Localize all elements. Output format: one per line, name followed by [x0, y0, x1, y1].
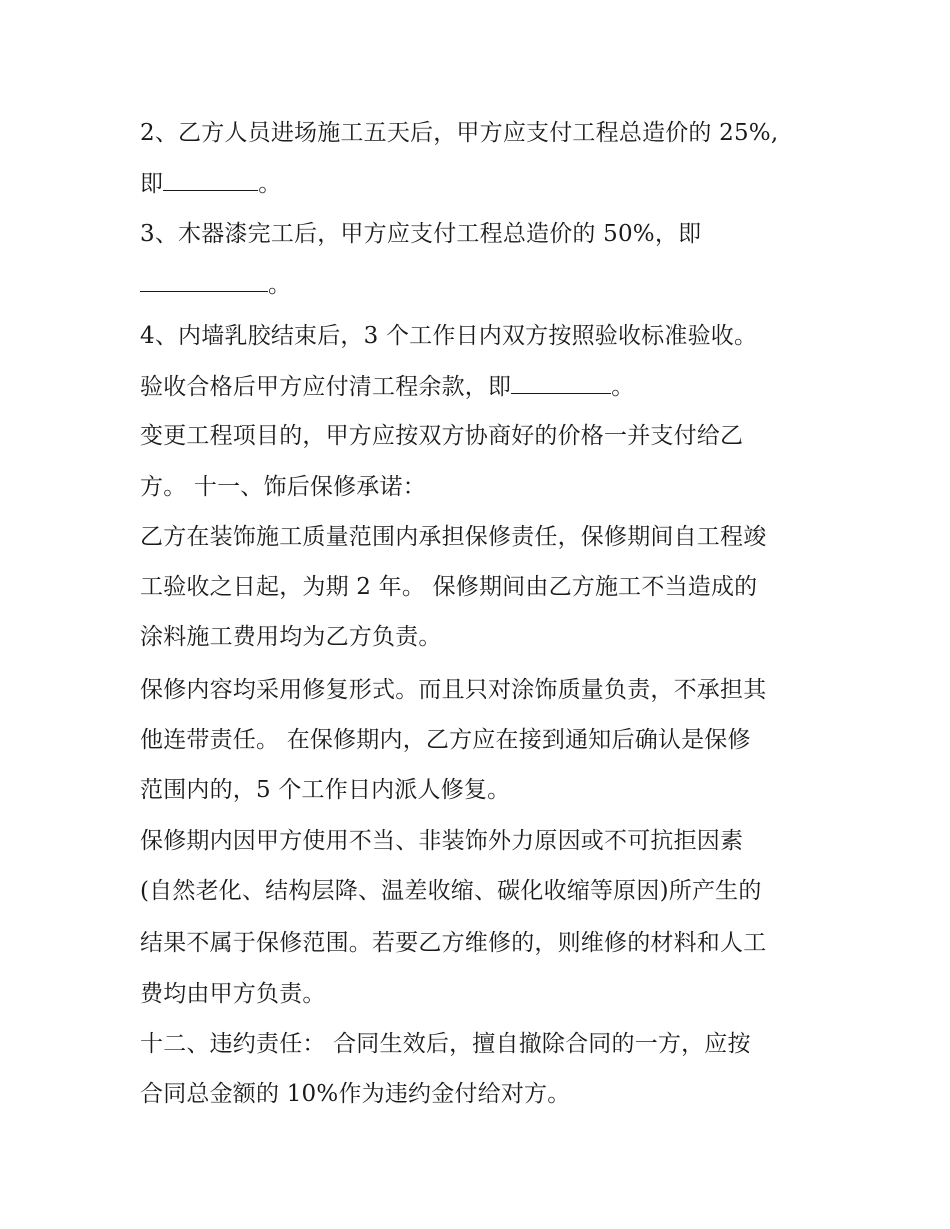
- line-text: 结果不属于保修范围。若要乙方维修的，则维修的材料和人工: [140, 930, 767, 956]
- text-line-with-blank: [140, 169, 840, 199]
- fill-in-blank: [140, 270, 268, 292]
- line-text: 费均由甲方负责。: [140, 981, 326, 1007]
- line-text: 他连带责任。 在保修期内，乙方应在接到通知后确认是保修: [140, 727, 751, 753]
- line-text: 乙方在装饰施工质量范围内承担保修责任，保修期间自工程竣: [140, 524, 767, 550]
- line-text: 3、木器漆完工后，甲方应支付工程总造价的 50%，即: [140, 221, 702, 247]
- text-line: [140, 1029, 840, 1059]
- text-line: [140, 1079, 840, 1109]
- line-suffix: 。: [268, 272, 292, 298]
- text-line: [140, 421, 840, 451]
- line-text: 2、乙方人员进场施工五天后，甲方应支付工程总造价的 25%,: [140, 120, 779, 146]
- line-prefix: 验收合格后甲方应付清工程余款，即: [140, 374, 512, 400]
- line-text: 保修期内因甲方使用不当、非装饰外力原因或不可抗拒因素: [140, 828, 744, 854]
- fill-in-blank: [511, 372, 611, 394]
- text-line: [140, 622, 840, 652]
- line-text: 保修内容均采用修复形式。而且只对涂饰质量负责，不承担其: [140, 677, 767, 703]
- text-line: [140, 928, 840, 958]
- text-line: [140, 876, 840, 906]
- text-line-with-blank: [140, 372, 840, 402]
- line-prefix: 即: [140, 171, 164, 197]
- line-suffix: 。: [611, 374, 635, 400]
- text-line: [140, 472, 840, 502]
- text-line: [140, 572, 840, 602]
- text-line: [140, 675, 840, 705]
- line-text: 合同总金额的 10%作为违约金付给对方。: [140, 1081, 571, 1107]
- line-text: 方。 十一、饰后保修承诺：: [140, 474, 426, 500]
- line-text: 工验收之日起，为期 2 年。 保修期间由乙方施工不当造成的: [140, 574, 758, 600]
- text-line: [140, 725, 840, 755]
- line-text: (自然老化、结构层降、温差收缩、碳化收缩等原因)所产生的: [140, 878, 762, 904]
- line-text: 变更工程项目的，甲方应按双方协商好的价格一并支付给乙: [140, 423, 744, 449]
- text-line-with-blank: [140, 270, 840, 300]
- text-line: [140, 979, 840, 1009]
- line-suffix: 。: [258, 171, 282, 197]
- text-line: [140, 826, 840, 856]
- text-line: [140, 321, 840, 351]
- line-text: 涂料施工费用均为乙方负责。: [140, 624, 442, 650]
- line-text: 十二、违约责任： 合同生效后，擅自撤除合同的一方，应按: [140, 1031, 751, 1057]
- text-line: [140, 219, 840, 249]
- fill-in-blank: [163, 169, 258, 191]
- text-line: [140, 118, 840, 148]
- line-text: 4、内墙乳胶结束后，3 个工作日内双方按照验收标准验收。: [140, 323, 758, 349]
- line-text: 范围内的，5 个工作日内派人修复。: [140, 777, 511, 803]
- text-line: [140, 522, 840, 552]
- text-line: [140, 775, 840, 805]
